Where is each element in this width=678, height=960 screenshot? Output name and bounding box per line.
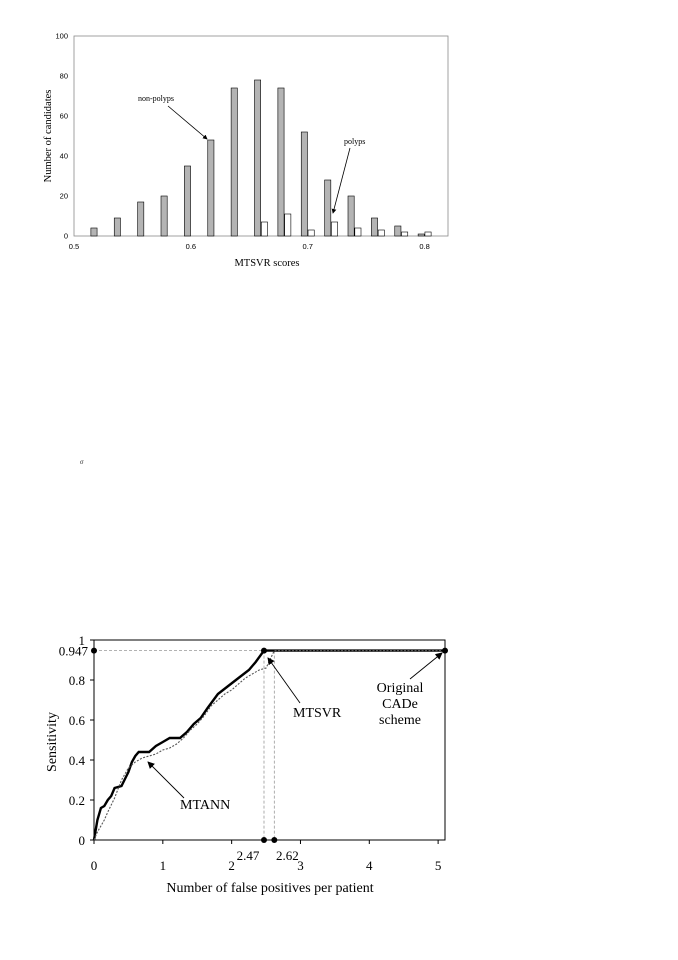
histogram-chart [0,0,678,290]
hist-bar-polyps-7 [261,222,267,236]
roc-x-tick-1: 1 [159,858,167,873]
hist-annotation-polyps: polyps [344,137,366,146]
hist-bar-non-polyps-12 [371,218,377,236]
roc-annotation-scheme: scheme [379,713,421,728]
hist-x-tick-0.5: 0.5 [68,242,80,251]
hist-bar-non-polyps-7 [255,80,261,236]
hist-bar-polyps-8 [285,214,291,236]
roc-y-tick-0.8: 0.8 [68,673,85,688]
hist-y-tick-100: 100 [55,31,68,41]
hist-bar-polyps-10 [331,222,337,236]
roc-arrow-cade [410,653,442,679]
roc-y-tick-0: 0 [78,833,85,848]
roc-operating-point-0 [261,648,267,654]
hist-bar-polyps-11 [355,228,361,236]
hist-bar-non-polyps-2 [138,202,144,236]
roc-line-mtsvr [94,651,445,840]
hist-bar-non-polyps-3 [161,196,167,236]
hist-y-tick-0: 0 [63,231,68,241]
hist-bar-non-polyps-8 [278,88,284,236]
hist-bar-non-polyps-4 [184,166,190,236]
hist-bar-non-polyps-11 [348,196,354,236]
hist-bar-polyps-13 [402,232,408,236]
hist-x-tick-0.6: 0.6 [185,242,197,251]
roc-y-tick-0.4: 0.4 [68,753,85,768]
stray-symbol: σ [80,458,84,466]
roc-operating-point-2 [442,648,448,654]
hist-annotation-non-polyps: non-polyps [138,94,174,103]
roc-y-tick-0.2: 0.2 [68,793,85,808]
roc-operating-point-1 [91,648,97,654]
hist-bar-non-polyps-14 [418,234,424,236]
roc-x-tick-5: 5 [434,858,442,873]
roc-annotation-original: Original [376,681,424,696]
roc-x-axis-label: Number of false positives per patient [166,881,374,896]
hist-bar-polyps-12 [378,230,384,236]
hist-bar-non-polyps-5 [208,140,214,236]
roc-arrow-mtsvr [268,658,300,703]
hist-y-tick-80: 80 [59,71,68,81]
roc-x-tick-4: 4 [366,858,373,873]
hist-arrow-polyps [333,148,350,213]
roc-y-tick-0.6: 0.6 [68,713,85,728]
roc-x-tick-2.62: 2.62 [275,848,299,863]
hist-bar-non-polyps-0 [91,228,97,236]
hist-arrow-non-polyps [168,106,207,139]
roc-line-mtann [94,651,445,840]
hist-x-axis-label: MTSVR scores [234,258,300,269]
hist-bar-polyps-14 [425,232,431,236]
roc-axis-marker-2.62 [271,837,277,843]
hist-bar-non-polyps-13 [395,226,401,236]
hist-y-tick-60: 60 [59,111,68,121]
hist-x-tick-0.7: 0.7 [302,242,313,251]
roc-x-tick-2: 2 [228,858,235,873]
hist-y-tick-20: 20 [59,191,68,201]
hist-y-axis-label: Number of candidates [43,89,54,183]
hist-x-tick-0.8: 0.8 [419,242,430,251]
roc-annotation-mtann: MTANN [180,798,231,813]
hist-bar-non-polyps-1 [114,218,120,236]
roc-x-tick-2.47: 2.47 [236,848,260,863]
roc-y-tick-extra: 0.947 [58,643,88,659]
roc-y-axis-label: Sensitivity [45,712,60,772]
roc-y-tick-1: 1 [78,633,85,648]
hist-bar-non-polyps-10 [325,180,331,236]
roc-x-tick-3: 3 [297,858,304,873]
roc-arrow-mtann [148,762,184,798]
roc-x-tick-0: 0 [90,858,98,873]
hist-bar-non-polyps-6 [231,88,237,236]
hist-bar-non-polyps-9 [301,132,307,236]
roc-plot-frame [94,640,445,840]
roc-axis-marker-2.47 [261,837,267,843]
hist-bar-polyps-9 [308,230,314,236]
hist-y-tick-40: 40 [59,151,68,161]
roc-annotation-mtsvr: MTSVR [293,706,342,721]
roc-annotation-cade: CADe [382,697,418,712]
